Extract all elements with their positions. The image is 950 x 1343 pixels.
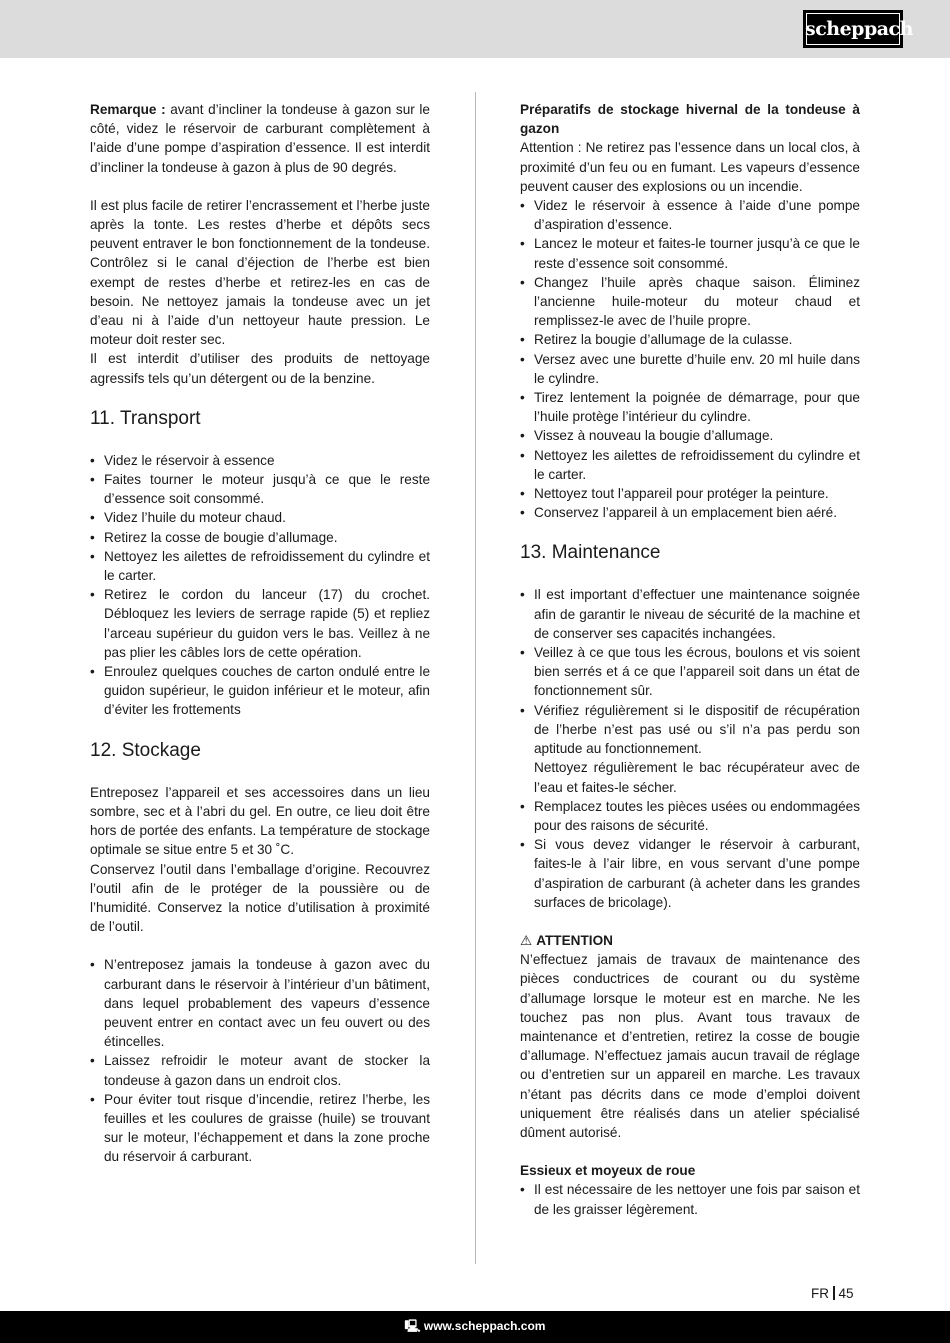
remark-text: avant d’incliner la tondeuse à gazon sur le côté, videz le réservoir de carburant complètement à l’aide d’une pompe d’aspiration d’essence. Il est interdit d’incliner la tondeuse à gazon à plus de 90 degrés. <box>90 102 430 175</box>
section-title: Maintenance <box>551 542 661 564</box>
section-title: Stockage <box>121 739 201 761</box>
list-item: • Faites tourner le moteur jusqu’à ce que le reste d’essence soit consommé. <box>90 470 430 508</box>
separator <box>833 1286 835 1300</box>
storage-paragraph-1: Entreposez l’appareil et ses accessoires dans un lieu sombre, sec et à l’abri du gel. En outre, ce lieu doit être hors de portée des enfants. La température de stockage optimale se situe entre 5 et 30 ˚C. <box>90 784 430 858</box>
section-title: Transport <box>119 407 201 429</box>
list-item: • N’entreposez jamais la tondeuse à gazon avec du carburant dans le réservoir à l’intérieur d’un bâtiment, dans lequel probablement des vapeurs d’essence peuvent entrer en contact avec un feu ouvert ou des étincelles. <box>90 955 430 1051</box>
list-item: • Lancez le moteur et faites-le tourner jusqu’à ce que le reste d’essence soit consommé. <box>520 234 860 272</box>
section-number: 13. <box>520 542 547 564</box>
winter-storage-intro: Attention : Ne retirez pas l’essence dans un local clos, à proximité d’un feu ou en fumant. Les vapeurs d’essence peuvent causer des explosions ou un incendie. <box>520 140 860 194</box>
list-item: • Vissez à nouveau la bougie d’allumage. <box>520 426 860 445</box>
axles-list <box>520 1180 860 1218</box>
winter-storage-heading: Préparatifs de stockage hivernal de la tondeuse à gazon <box>520 102 860 137</box>
attention-heading <box>520 931 860 950</box>
list-item: • Videz le réservoir à essence à l’aide d’une pompe d’aspiration d’essence. <box>520 196 860 234</box>
list-item: • Nettoyez les ailettes de refroidissement du cylindre et le carter. <box>90 547 430 585</box>
list-item: • Versez avec une burette d’huile env. 20 ml huile dans le cylindre. <box>520 350 860 388</box>
footer-bar <box>0 1311 950 1343</box>
list-item: • Videz le réservoir à essence <box>90 451 430 470</box>
section-number: 12. <box>90 739 117 761</box>
list-item: • Retirez le cordon du lanceur (17) du crochet. Débloquez les leviers de serrage rapide (5) et repliez l’arceau supérieur du guidon vers le bas. Veillez à ne pas plier les câbles lors de cette opération. <box>90 585 430 662</box>
list-item: • Retirez la bougie d’allumage de la culasse. <box>520 330 860 349</box>
computer-icon: 🖳 <box>404 1319 421 1333</box>
attention-label: ATTENTION <box>536 932 613 948</box>
left-column <box>90 100 430 1167</box>
winter-storage-list <box>520 196 860 522</box>
list-item: • Il est important d’effectuer une maintenance soignée afin de garantir le niveau de sécurité de la machine et de conserver ses capacités inchangées. <box>520 585 860 643</box>
list-item: • Veillez à ce que tous les écrous, boulons et vis soient bien serrés et á ce que l’appareil soit dans un état de fonctionnement sûr. <box>520 643 860 701</box>
remark-paragraph <box>90 100 430 177</box>
brand-logo: scheppach <box>803 10 903 48</box>
list-item: • Laissez refroidir le moteur avant de stocker la tondeuse à gazon dans un endroit clos. <box>90 1051 430 1089</box>
right-column <box>520 100 860 1219</box>
list-item: • Changez l’huile après chaque saison. Éliminez l’ancienne huile-moteur du moteur chaud et remplissez-le avec de l’huile propre. <box>520 273 860 331</box>
list-item: • Conservez l’appareil à un emplacement bien aéré. <box>520 503 860 522</box>
list-item: • Il est nécessaire de les nettoyer une fois par saison et de les graisser légèrement. <box>520 1180 860 1218</box>
list-item-extra: Nettoyez régulièrement le bac récupérateur avec de l’eau et faites-le sécher. <box>534 760 860 795</box>
list-item: • Retirez la cosse de bougie d’allumage. <box>90 528 430 547</box>
column-divider <box>475 92 476 1264</box>
list-item: • Tirez lentement la poignée de démarrage, pour que l’huile protège l’intérieur du cylindre. <box>520 388 860 426</box>
page-number-value: 45 <box>838 1286 854 1301</box>
cleaning-paragraph-2: Il est interdit d’utiliser des produits de nettoyage agressifs tels qu’un détergent ou de la benzine. <box>90 351 430 386</box>
list-item: • Nettoyez les ailettes de refroidissement du cylindre et le carter. <box>520 446 860 484</box>
list-item <box>520 701 860 797</box>
cleaning-paragraph-1: Il est plus facile de retirer l’encrassement et l’herbe juste après la tonte. Les restes d’herbe et dépôts secs peuvent entraver le bon fonctionnement de la tondeuse. Contrôlez si le canal d’éjection de l’herbe est bien exempt de restes d’herbe et retirez-les en cas de besoin. Ne nettoyez jamais la tondeuse avec un jet d’eau ni à l’aide d’un nettoyeur haute pression. Le moteur doit rester sec. <box>90 197 430 348</box>
list-item-text: • Vérifiez régulièrement si le dispositif de récupération de l’herbe n’est pas usé ou s’il n’a pas perdu son aptitude au fonctionnement. <box>534 702 860 757</box>
storage-paragraph-2: Conservez l’outil dans l’emballage d’origine. Recouvrez l’outil afin de le protéger de la poussière ou de l’humidité. Conservez la notice d’utilisation à proximité de l’outil. <box>90 861 430 935</box>
attention-text: N’effectuez jamais de travaux de maintenance des pièces conductrices de courant ou du système d’allumage lorsque le moteur est en marche. Ne les touchez pas non plus. Avant tous travaux de maintenance et d’entretien, retirez la cosse de bougie d’allumage. N’effectuez jamais aucun travail de réglage ou d’entretien sur un appareil en marche. Les travaux n’étant pas décrits dans ce mode d’emploi doivent uniquement être réalisés dans un atelier spécialisé dûment autorisé. <box>520 952 860 1140</box>
list-item: • Si vous devez vidanger le réservoir à carburant, faites-le à l’air libre, en vous servant d’une pompe d’aspiration de carburant (à acheter dans les grandes surfaces de bricolage). <box>520 835 860 912</box>
section-heading-transport <box>90 407 430 431</box>
warning-triangle-icon: ⚠ <box>520 932 533 948</box>
list-item: • Remplacez toutes les pièces usées ou endommagées pour des raisons de sécurité. <box>520 797 860 835</box>
language-code: FR <box>811 1286 829 1301</box>
list-item: • Pour éviter tout risque d’incendie, retirez l’herbe, les feuilles et les coulures de graisse (huile) se trouvant sur le moteur, l’échappement et dans la zone proche du réservoir á carburant. <box>90 1090 430 1167</box>
section-number: 11. <box>90 407 116 429</box>
list-item: • Videz l’huile du moteur chaud. <box>90 508 430 527</box>
section-heading-maintenance <box>520 541 860 565</box>
list-item: • Enroulez quelques couches de carton ondulé entre le guidon supérieur, le guidon inférieur et le moteur, afin d’éviter les frottements <box>90 662 430 720</box>
maintenance-list <box>520 585 860 911</box>
list-item: • Nettoyez tout l’appareil pour protéger la peinture. <box>520 484 860 503</box>
transport-list <box>90 451 430 720</box>
page-number <box>811 1286 854 1301</box>
axles-heading: Essieux et moyeux de roue <box>520 1163 696 1179</box>
section-heading-storage <box>90 739 430 763</box>
remark-label: Remarque : <box>90 102 166 117</box>
storage-list <box>90 955 430 1166</box>
website-link[interactable]: www.scheppach.com <box>423 1319 546 1333</box>
